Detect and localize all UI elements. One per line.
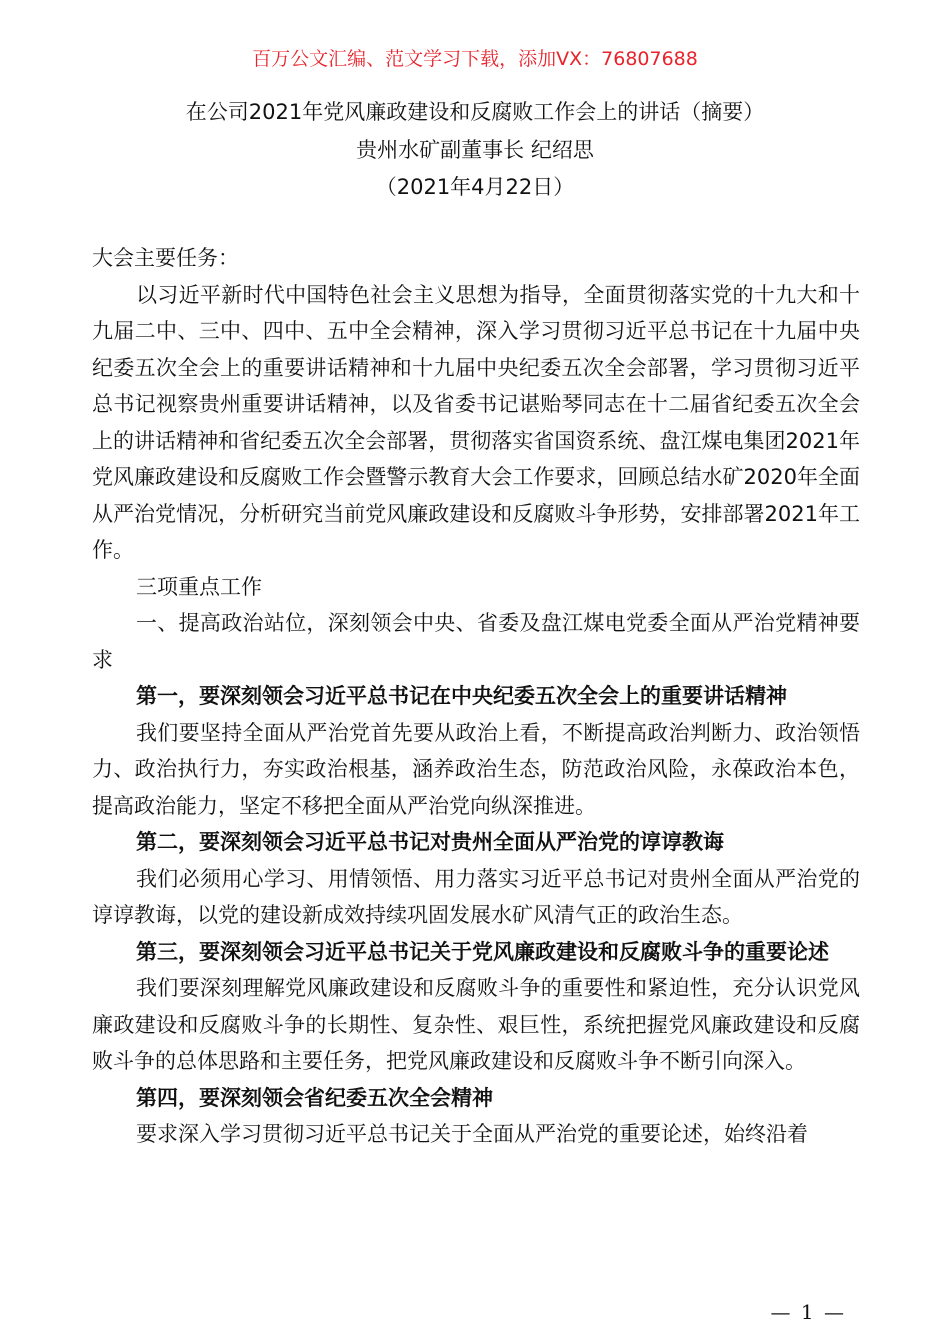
section-one-heading: 一、提高政治站位，深刻领会中央、省委及盘江煤电党委全面从严治党精神要求 <box>92 611 860 672</box>
speaker-line: 贵州水矿副董事长 纪绍思 <box>356 138 594 162</box>
point4-text: 要求深入学习贯彻习近平总书记关于全面从严治党的重要论述，始终沿着 <box>136 1122 808 1146</box>
key-work-heading: 三项重点工作 <box>136 574 262 599</box>
point1-title: 第一，要深刻领会习近平总书记在中央纪委五次全会上的重要讲话精神 <box>136 684 787 708</box>
watermark-text: 百万公文汇编、范文学习下载，添加VX：76807688 <box>252 48 698 70</box>
point4-title: 第四，要深刻领会省纪委五次全会精神 <box>136 1085 493 1110</box>
point3-title: 第三，要深刻领会习近平总书记关于党风廉政建设和反腐败斗争的重要论述 <box>136 939 829 964</box>
task-heading: 大会主要任务： <box>92 246 239 270</box>
page-number: — 1 — <box>770 1300 846 1324</box>
document-body <box>92 240 860 1153</box>
point1-text: 我们要坚持全面从严治党首先要从政治上看，不断提高政治判断力、政治领悟力、政治执行力，夯实政治根基，涵养政治生态，防范政治风险，永葆政治本色，提高政治能力，坚定不移把全面从严治党向纵深推进。 <box>92 720 860 818</box>
point3-text: 我们要深刻理解党风廉政建设和反腐败斗争的重要性和紧迫性，充分认识党风廉政建设和反腐败斗争的长期性、复杂性、艰巨性，系统把握党风廉政建设和反腐败斗争的总体思路和主要任务，把党风廉政建设和反腐败斗争不断引向深入。 <box>92 976 860 1073</box>
task-paragraph: 以习近平新时代中国特色社会主义思想为指导，全面贯彻落实党的十九大和十九届二中、三中、四中、五中全会精神，深入学习贯彻习近平总书记在十九届中央纪委五次全会上的重要讲话精神和十九届中央纪委五次全会部署，学习贯彻习近平总书记视察贵州重要讲话精神，以及省委书记谌贻琴同志在十二届省纪委五次全会上的讲话精神和省纪委五次全会部署，贯彻落实省国资系统、盘江煤电集团2021年党风廉政建设和反腐败工作会暨警示教育大会工作要求，回顾总结水矿2020年全面从严治党情况，分析研究当前党风廉政建设和反腐败斗争形势，安排部署2021年工作。 <box>92 282 860 562</box>
document-title: 在公司2021年党风廉政建设和反腐败工作会上的讲话（摘要） <box>185 100 765 124</box>
point2-title: 第二，要深刻领会习近平总书记对贵州全面从严治党的谆谆教诲 <box>136 830 724 854</box>
date-line: （2021年4月22日） <box>375 175 575 199</box>
point2-text: 我们必须用心学习、用情领悟、用力落实习近平总书记对贵州全面从严治党的谆谆教诲，以党的建设新成效持续巩固发展水矿风清气正的政治生态。 <box>92 866 860 927</box>
